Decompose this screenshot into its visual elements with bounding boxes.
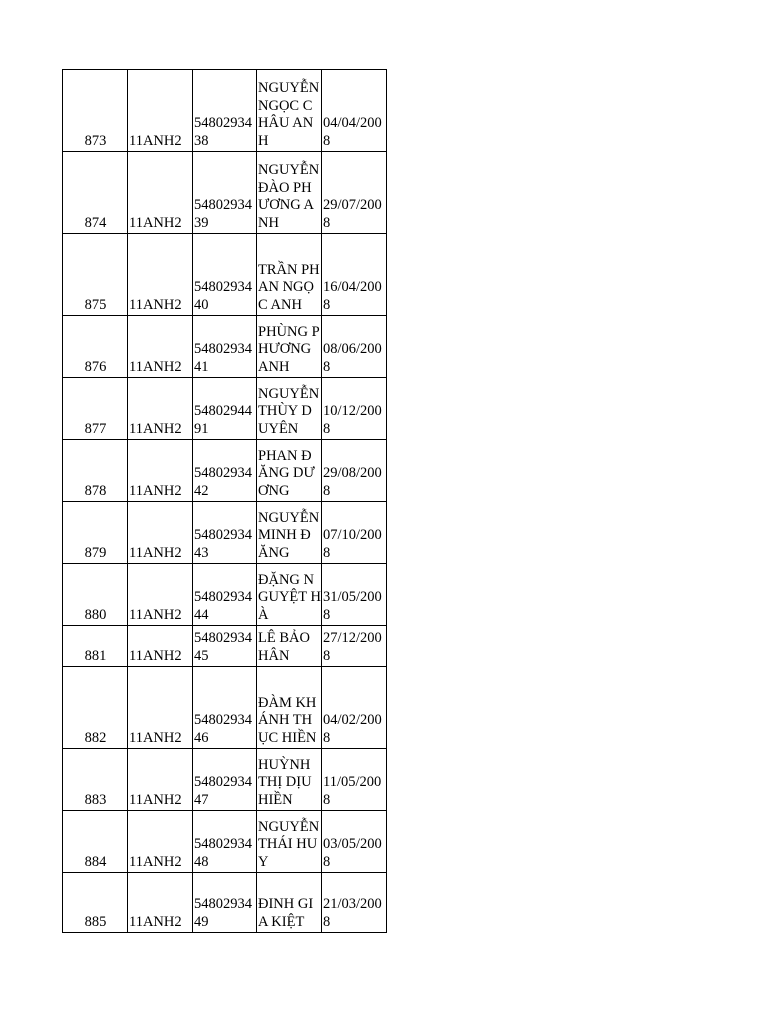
class-cell: 11ANH2 [128, 564, 193, 626]
birth-date-cell: 29/08/2008 [322, 440, 387, 502]
class-cell: 11ANH2 [128, 667, 193, 749]
row-number: 882 [63, 667, 128, 749]
class-cell: 11ANH2 [128, 749, 193, 811]
class-cell: 11ANH2 [128, 626, 193, 667]
row-number: 877 [63, 378, 128, 440]
table-row [63, 316, 387, 378]
row-number: 873 [63, 70, 128, 152]
table-row [63, 440, 387, 502]
student-id-cell: 5480293445 [193, 626, 257, 667]
student-id-cell: 5480293441 [193, 316, 257, 378]
table-row [63, 502, 387, 564]
birth-date-cell: 03/05/2008 [322, 811, 387, 873]
student-id-cell: 5480293446 [193, 667, 257, 749]
student-id-cell: 5480293447 [193, 749, 257, 811]
row-number: 876 [63, 316, 128, 378]
class-cell: 11ANH2 [128, 811, 193, 873]
table-row [63, 564, 387, 626]
student-name-cell: NGUYỄN NGỌC CHÂU ANH [257, 70, 322, 152]
birth-date-cell: 04/02/2008 [322, 667, 387, 749]
birth-date-cell: 21/03/2008 [322, 873, 387, 933]
row-number: 875 [63, 234, 128, 316]
student-name-cell: NGUYỄN ĐÀO PHƯƠNG ANH [257, 152, 322, 234]
student-id-cell: 5480293444 [193, 564, 257, 626]
student-id-cell: 5480293440 [193, 234, 257, 316]
row-number: 879 [63, 502, 128, 564]
birth-date-cell: 29/07/2008 [322, 152, 387, 234]
row-number: 885 [63, 873, 128, 933]
table-row [63, 152, 387, 234]
student-id-cell: 5480293449 [193, 873, 257, 933]
birth-date-cell: 08/06/2008 [322, 316, 387, 378]
class-cell: 11ANH2 [128, 440, 193, 502]
student-name-cell: ĐẶNG NGUYỆT HÀ [257, 564, 322, 626]
table-row [63, 667, 387, 749]
student-name-cell: NGUYỄN THÁI HUY [257, 811, 322, 873]
student-name-cell: LÊ BẢO HÂN [257, 626, 322, 667]
student-id-cell: 5480293439 [193, 152, 257, 234]
birth-date-cell: 31/05/2008 [322, 564, 387, 626]
birth-date-cell: 16/04/2008 [322, 234, 387, 316]
birth-date-cell: 07/10/2008 [322, 502, 387, 564]
student-name-cell: HUỲNH THỊ DỊU HIỀN [257, 749, 322, 811]
class-cell: 11ANH2 [128, 316, 193, 378]
student-name-cell: ĐINH GIA KIỆT [257, 873, 322, 933]
student-id-cell: 5480293443 [193, 502, 257, 564]
student-name-cell: NGUYỄN MINH ĐĂNG [257, 502, 322, 564]
birth-date-cell: 10/12/2008 [322, 378, 387, 440]
birth-date-cell: 04/04/2008 [322, 70, 387, 152]
student-name-cell: TRẦN PHAN NGỌC ANH [257, 234, 322, 316]
row-number: 884 [63, 811, 128, 873]
table-row [63, 626, 387, 667]
row-number: 880 [63, 564, 128, 626]
table-row [63, 873, 387, 933]
table-row [63, 70, 387, 152]
student-id-cell: 5480294491 [193, 378, 257, 440]
table-row [63, 378, 387, 440]
student-name-cell: PHAN ĐĂNG DƯƠNG [257, 440, 322, 502]
row-number: 874 [63, 152, 128, 234]
birth-date-cell: 11/05/2008 [322, 749, 387, 811]
student-id-cell: 5480293442 [193, 440, 257, 502]
student-name-cell: ĐÀM KHÁNH THỤC HIỀN [257, 667, 322, 749]
class-cell: 11ANH2 [128, 70, 193, 152]
class-cell: 11ANH2 [128, 873, 193, 933]
student-id-cell: 5480293448 [193, 811, 257, 873]
birth-date-cell: 27/12/2008 [322, 626, 387, 667]
class-cell: 11ANH2 [128, 152, 193, 234]
student-name-cell: PHÙNG PHƯƠNG ANH [257, 316, 322, 378]
class-cell: 11ANH2 [128, 378, 193, 440]
table-row [63, 749, 387, 811]
class-cell: 11ANH2 [128, 502, 193, 564]
class-cell: 11ANH2 [128, 234, 193, 316]
row-number: 883 [63, 749, 128, 811]
student-table [62, 69, 387, 933]
student-id-cell: 5480293438 [193, 70, 257, 152]
row-number: 881 [63, 626, 128, 667]
table-row [63, 234, 387, 316]
student-name-cell: NGUYỄN THÙY DUYÊN [257, 378, 322, 440]
table-row [63, 811, 387, 873]
row-number: 878 [63, 440, 128, 502]
